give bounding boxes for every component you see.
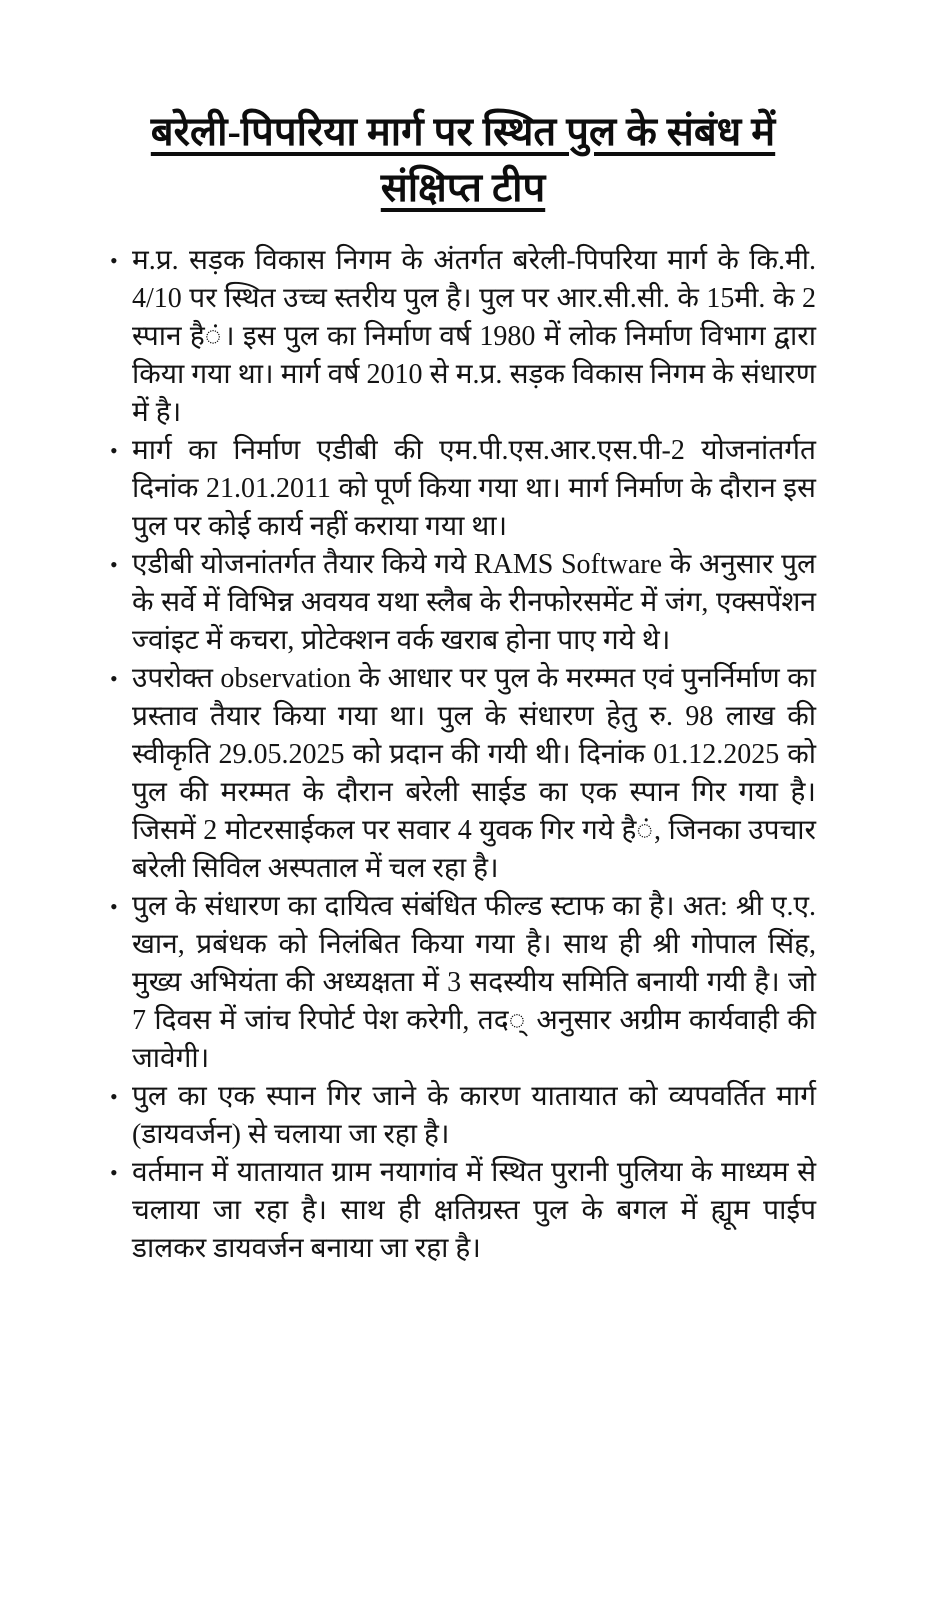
note-bullet-item-6: • पुल का एक स्पान गिर जाने के कारण यातायात को व्यपवर्तित मार्ग (डायवर्जन) से चलाया जा रहा है। xyxy=(104,1078,816,1154)
note-bullet-item-7: • वर्तमान में यातायात ग्राम नयागांव में स्थित पुरानी पुलिया के माध्यम से चलाया जा रहा है। साथ ही क्षतिग्रस्त पुल के बगल में ह्यूम पाईप डालकर डायवर्जन बनाया जा रहा है। xyxy=(104,1154,816,1268)
document-title xyxy=(80,104,846,216)
note-bullet-item-5: • पुल के संधारण का दायित्व संबंधित फील्ड स्टाफ का है। अत: श्री ए.ए. खान, प्रबंधक को निलंबित किया गया है। साथ ही श्री गोपाल सिंह, मुख्य अभियंता की अध्यक्षता में 3 सदस्यीय समिति बनायी गयी है। जो 7 दिवस में जांच रिपोर्ट पेश करेगी, तद◌् अनुसार अग्रीम कार्यवाही की जावेगी। xyxy=(104,888,816,1078)
document-title-line-1: बरेली-पिपरिया मार्ग पर स्थित पुल के संबंध में xyxy=(150,109,776,154)
note-bullet-item-2: • मार्ग का निर्माण एडीबी की एम.पी.एस.आर.एस.पी-2 योजनांतर्गत दिनांक 21.01.2011 को पूर्ण किया गया था। मार्ग निर्माण के दौरान इस पुल पर कोई कार्य नहीं कराया गया था। xyxy=(104,432,816,546)
note-bullet-item-3: • एडीबी योजनांतर्गत तैयार किये गये RAMS Software के अनुसार पुल के सर्वे में विभिन्न अवयव यथा स्लैब के रीनफोरसमेंट में जंग, एक्सपेंशन ज्वांइट में कचरा, प्रोटेक्शन वर्क खराब होना पाए गये थे। xyxy=(104,546,816,660)
note-list xyxy=(104,242,816,1268)
note-bullet-item-4: • उपरोक्त observation के आधार पर पुल के मरम्मत एवं पुनर्निर्माण का प्रस्ताव तैयार किया गया था। पुल के संधारण हेतु रु. 98 लाख की स्वीकृति 29.05.2025 को प्रदान की गयी थी। दिनांक 01.12.2025 को पुल की मरम्मत के दौरान बरेली साईड का एक स्पान गिर गया है। जिसमें 2 मोटरसाईकल पर सवार 4 युवक गिर गये है◌ं, जिनका उपचार बरेली सिविल अस्पताल में चल रहा है। xyxy=(104,660,816,888)
document-title-line-2: संक्षिप्त टीप xyxy=(380,165,546,210)
note-bullet-item-1: • म.प्र. सड़क विकास निगम के अंतर्गत बरेली-पिपरिया मार्ग के कि.मी. 4/10 पर स्थित उच्च स्तरीय पुल है। पुल पर आर.सी.सी. के 15मी. के 2 स्पान है◌ं। इस पुल का निर्माण वर्ष 1980 में लोक निर्माण विभाग द्वारा किया गया था। मार्ग वर्ष 2010 से म.प्र. सड़क विकास निगम के संधारण में है। xyxy=(104,242,816,432)
